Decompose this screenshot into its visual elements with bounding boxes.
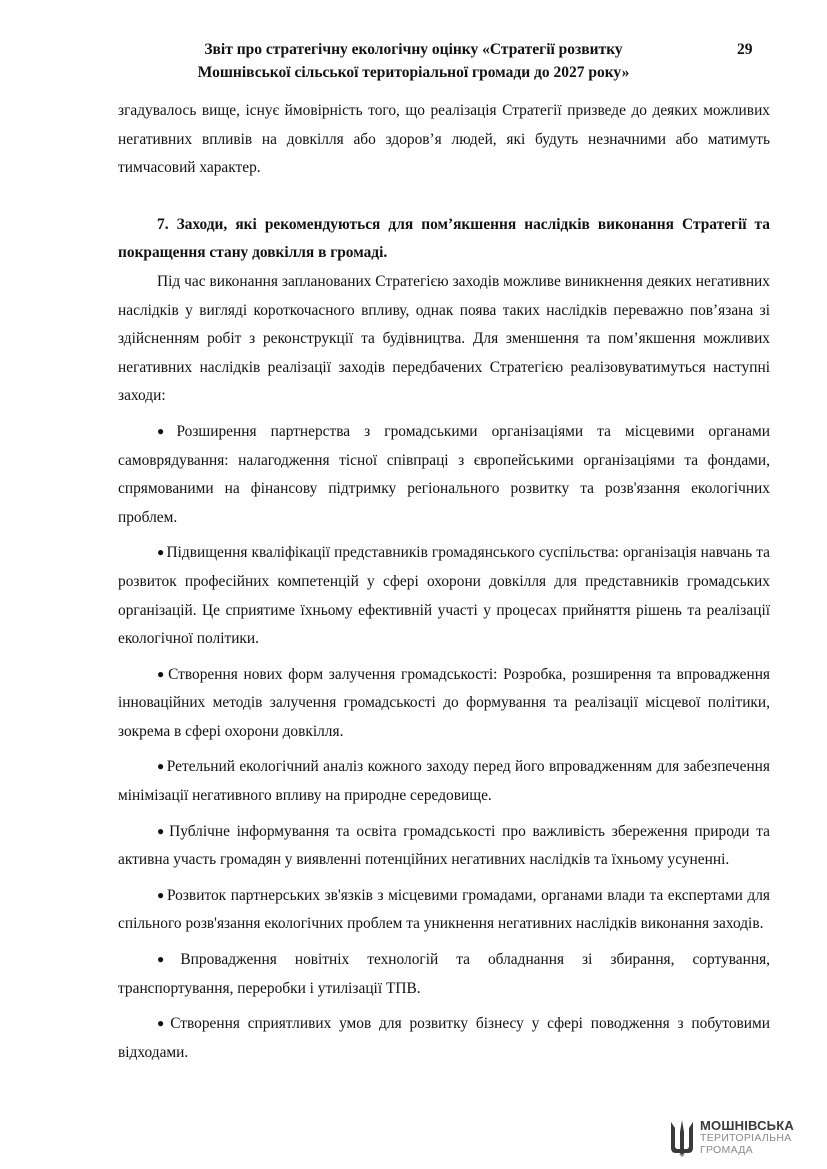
list-item: [118, 818, 770, 875]
bullet-icon: ●: [157, 545, 165, 560]
list-item-text: Публічне інформування та освіта громадськості про важливість збереження природи та активна участь громадян у виявленні потенційних негативних наслідків та їхньому усуненні.: [118, 822, 771, 869]
bullet-icon: ●: [157, 1016, 169, 1031]
list-item: [118, 661, 770, 747]
list-item: [118, 539, 770, 653]
section-lead-paragraph: Під час виконання запланованих Стратегією заходів можливе виникнення деяких негативних наслідків у вигляді короткочасного впливу, однак поява таких наслідків переважно пов’язана зі здійсненням робіт з реконструкції та будівництва. Для зменшення та пом’якшення можливих негативних наслідків реалізації заходів передбачених Стратегією реалізовуватимуться наступні заходи:: [118, 272, 770, 405]
bullet-icon: ●: [157, 759, 165, 774]
section-heading: 7. Заходи, які рекомендуються для пом’якшення наслідків виконання Стратегії та покращення стану довкілля в громаді.: [118, 215, 770, 262]
page-number: 29: [737, 41, 753, 58]
list-item-text: Створення сприятливих умов для розвитку бізнесу у сфері поводження з побутовими відходами.: [118, 1015, 770, 1061]
list-item: [118, 418, 770, 532]
bullet-icon: ●: [157, 952, 179, 967]
bullet-icon: ●: [157, 823, 168, 838]
list-item-text: Розвиток партнерських зв'язків з місцевими громадами, органами влади та експертами для спільного розв'язання екологічних проблем та уникнення негативних наслідків виконання заходів.: [118, 886, 770, 933]
page-header: [0, 38, 827, 84]
list-item-text: Підвищення кваліфікації представників громадянського суспільства: організація навчань та розвиток професійних компетенцій у сфері охорони довкілля для представників громадських організацій. Це сприятиме їхньому ефективній участі у процесах прийняття рішень та реалізації екологічної політики.: [118, 544, 771, 648]
document-body: [118, 97, 770, 1067]
list-item: [118, 1010, 770, 1067]
bullet-icon: ●: [157, 887, 165, 902]
intro-paragraph: згадувалось вище, існує ймовірність того, що реалізація Стратегії призведе до деяких можливих негативних впливів на довкілля або здоров’я людей, які будуть незначними або матимуть тимчасовий характер.: [118, 102, 770, 177]
bullet-icon: ●: [157, 423, 175, 438]
logo-line-3: ГРОМАДА: [700, 1144, 753, 1156]
header-title-line-2: Мошнівської сільської територіальної громади до 2027 року»: [197, 64, 630, 81]
list-item: [118, 882, 770, 939]
list-item: [118, 946, 770, 1003]
list-item-text: Створення нових форм залучення громадськості: Розробка, розширення та впровадження інноваційних методів залучення громадськості до формування та реалізації місцевої політики, зокрема в сфері охорони довкілля.: [118, 665, 771, 740]
list-item-text: Ретельний екологічний аналіз кожного заходу перед його впровадженням для забезпечення мінімізації негативного впливу на природне середовище.: [118, 758, 770, 805]
logo-line-1: МОШНІВСЬКА: [700, 1118, 794, 1133]
list-item-text: Розширення партнерства з громадськими організаціями та місцевими органами самоврядування: налагодження тісної співпраці з європейськими організаціями та фондами, спрямованими на фінансову підтримку регіонального розвитку та розв'язання екологічних проблем.: [118, 422, 770, 526]
logo-line-2: ТЕРИТОРІАЛЬНА: [700, 1132, 792, 1144]
community-logo: [668, 1115, 808, 1161]
list-item-text: Впровадження новітніх технологій та обладнання зі збирання, сортування, транспортування, переробки і утилізації ТПВ.: [118, 951, 771, 997]
bullet-icon: ●: [157, 666, 167, 681]
header-title-line-1: Звіт про стратегічну екологічну оцінку «Стратегії розвитку: [204, 41, 623, 58]
measures-list: [118, 418, 770, 1067]
logo-wordmark: [700, 1120, 794, 1156]
list-item: [118, 753, 770, 810]
trident-emblem-icon: [668, 1118, 696, 1158]
